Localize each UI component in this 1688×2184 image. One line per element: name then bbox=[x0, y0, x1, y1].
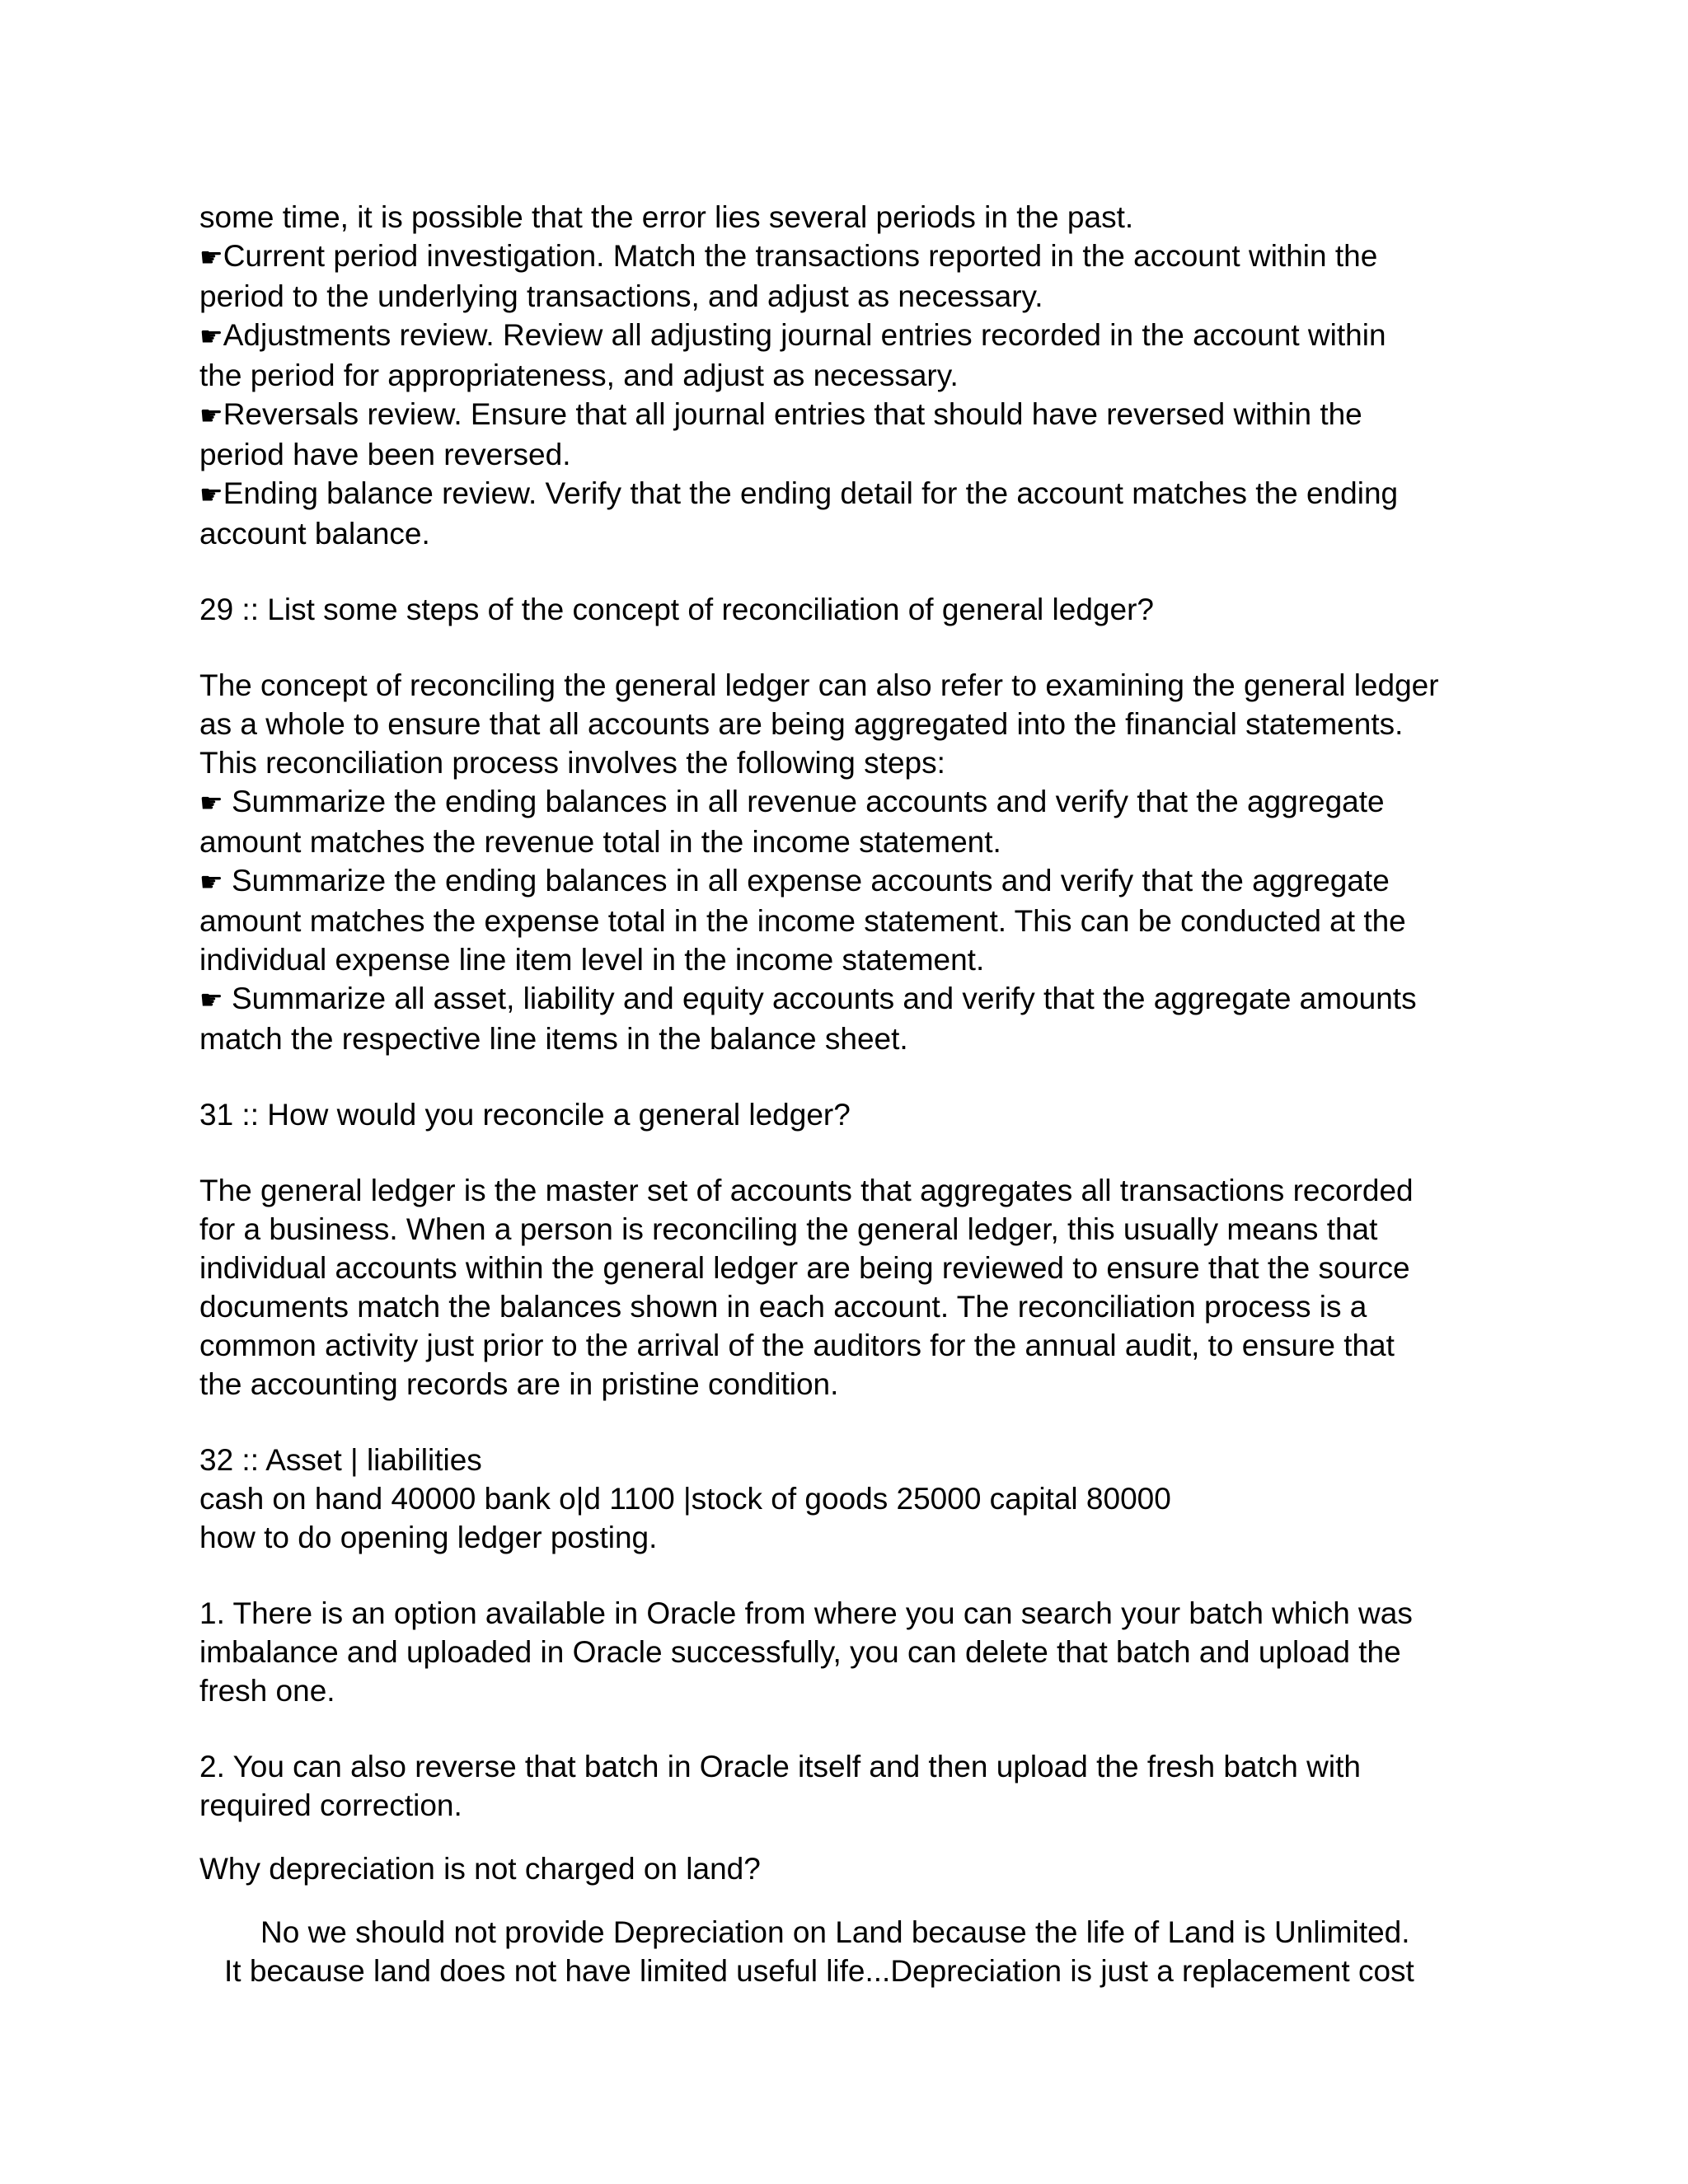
review-bullet-list bbox=[199, 237, 1502, 553]
bullet-text: Adjustments review. Review all adjusting journal entries recorded in the account within bbox=[223, 318, 1386, 352]
paragraph-line: The concept of reconciling the general ledger can also refer to examining the general ledger bbox=[199, 668, 1439, 702]
question-29: 29 :: List some steps of the concept of reconciliation of general ledger? bbox=[199, 593, 1154, 626]
intro-line: some time, it is possible that the error lies several periods in the past. bbox=[199, 200, 1134, 234]
pointing-hand-icon: ☛ bbox=[199, 866, 223, 898]
paragraph-line: imbalance and uploaded in Oracle successfully, you can delete that batch and upload the bbox=[199, 1635, 1401, 1669]
list-item bbox=[199, 237, 1502, 316]
paragraph-line: fresh one. bbox=[199, 1674, 335, 1708]
question-depreciation: Why depreciation is not charged on land? bbox=[199, 1852, 761, 1886]
bullet-text: individual expense line item level in the income statement. bbox=[199, 943, 985, 977]
paragraph-line: the accounting records are in pristine condition. bbox=[199, 1367, 839, 1401]
answer-31 bbox=[199, 1171, 1502, 1404]
bullet-text: Summarize all asset, liability and equity accounts and verify that the aggregate amounts bbox=[223, 982, 1417, 1015]
bullet-text: Summarize the ending balances in all revenue accounts and verify that the aggregate bbox=[223, 785, 1385, 818]
pointing-hand-icon: ☛ bbox=[199, 241, 223, 273]
bullet-text: Summarize the ending balances in all expense accounts and verify that the aggregate bbox=[223, 864, 1390, 898]
paragraph-line: No we should not provide Depreciation on Land because the life of Land is Unlimited. bbox=[260, 1915, 1410, 1949]
paragraph-line: 2. You can also reverse that batch in Oracle itself and then upload the fresh batch with bbox=[199, 1750, 1361, 1783]
pointing-hand-icon: ☛ bbox=[199, 984, 223, 1015]
paragraph-line: required correction. bbox=[199, 1788, 462, 1822]
bullet-text: Current period investigation. Match the transactions reported in the account within the bbox=[223, 239, 1378, 273]
list-item bbox=[199, 979, 1502, 1019]
pointing-hand-icon: ☛ bbox=[199, 400, 223, 431]
paragraph-line: It because land does not have limited useful life...Depreciation is just a replacement cost bbox=[224, 1954, 1414, 1988]
list-item bbox=[199, 395, 1502, 474]
bullet-text: Ending balance review. Verify that the ending detail for the account matches the ending bbox=[223, 476, 1399, 510]
paragraph-line: This reconciliation process involves the following steps: bbox=[199, 746, 945, 780]
paragraph-line: for a business. When a person is reconciling the general ledger, this usually means that bbox=[199, 1212, 1378, 1246]
bullet-text: amount matches the revenue total in the income statement. bbox=[199, 825, 1001, 859]
paragraph-line: common activity just prior to the arrival of the auditors for the annual audit, to ensure that bbox=[199, 1329, 1395, 1362]
pointing-hand-icon: ☛ bbox=[199, 479, 223, 510]
list-item bbox=[199, 782, 1502, 823]
answer-29 bbox=[199, 666, 1502, 1058]
list-item bbox=[199, 316, 1502, 395]
paragraph-line: 1. There is an option available in Oracle from where you can search your batch which was bbox=[199, 1596, 1413, 1630]
answer-depreciation bbox=[199, 1913, 1502, 1990]
paragraph-line: individual accounts within the general ledger are being reviewed to ensure that the source bbox=[199, 1251, 1410, 1285]
bullet-text: account balance. bbox=[199, 517, 430, 551]
answer-32-option-1 bbox=[199, 1594, 1502, 1710]
bullet-text: Reversals review. Ensure that all journal entries that should have reversed within the bbox=[223, 397, 1362, 431]
paragraph-line: cash on hand 40000 bank o|d 1100 |stock of goods 25000 capital 80000 bbox=[199, 1482, 1171, 1516]
bullet-text: match the respective line items in the balance sheet. bbox=[199, 1022, 908, 1056]
bullet-text: period have been reversed. bbox=[199, 438, 571, 471]
list-item bbox=[199, 474, 1502, 553]
pointing-hand-icon: ☛ bbox=[199, 787, 223, 818]
paragraph-line: as a whole to ensure that all accounts are being aggregated into the financial statements. bbox=[199, 707, 1404, 741]
pointing-hand-icon: ☛ bbox=[199, 321, 223, 352]
question-32 bbox=[199, 1441, 1502, 1557]
bullet-text: period to the underlying transactions, and adjust as necessary. bbox=[199, 279, 1043, 313]
paragraph-line: The general ledger is the master set of accounts that aggregates all transactions recorded bbox=[199, 1174, 1414, 1207]
question-31: 31 :: How would you reconcile a general ledger? bbox=[199, 1098, 851, 1132]
paragraph-line: how to do opening ledger posting. bbox=[199, 1521, 658, 1554]
bullet-text: the period for appropriateness, and adjust as necessary. bbox=[199, 359, 959, 392]
bullet-text: amount matches the expense total in the income statement. This can be conducted at the bbox=[199, 904, 1406, 938]
paragraph-line: documents match the balances shown in each account. The reconciliation process is a bbox=[199, 1290, 1367, 1324]
paragraph-line: 32 :: Asset | liabilities bbox=[199, 1443, 482, 1477]
list-item bbox=[199, 861, 1502, 902]
document-page bbox=[199, 198, 1502, 1990]
answer-32-option-2 bbox=[199, 1747, 1502, 1825]
